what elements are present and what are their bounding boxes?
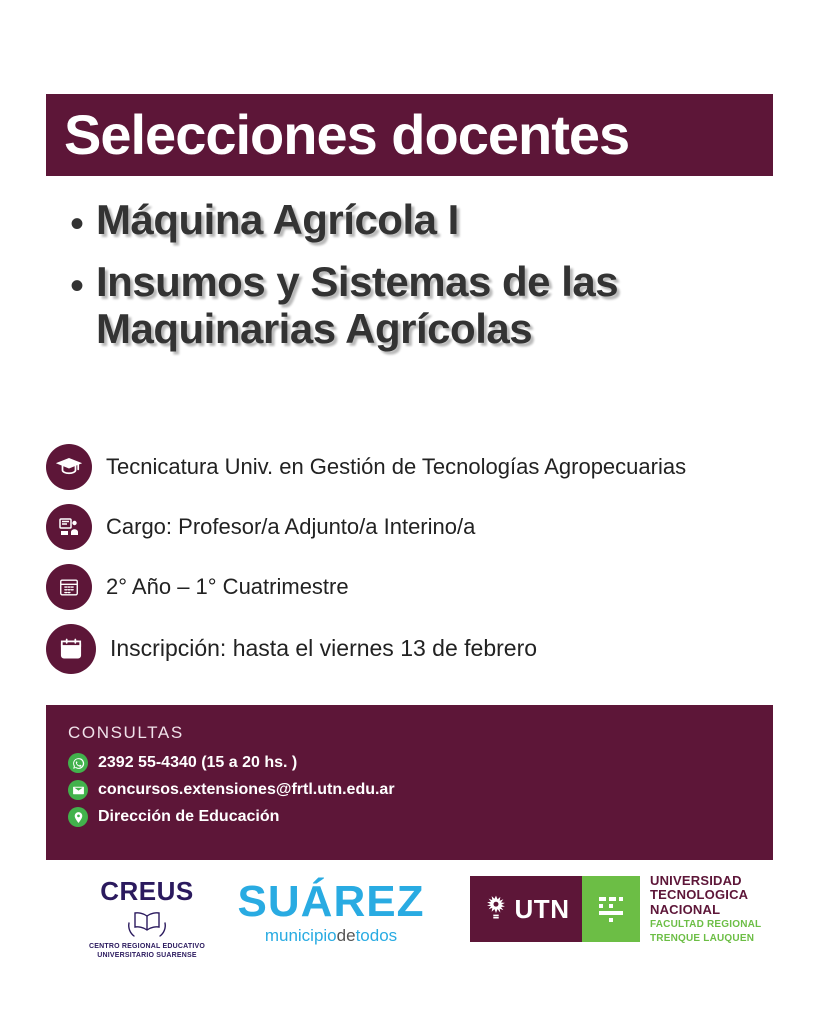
utn-acronym: UTN — [514, 893, 570, 924]
list-item — [58, 258, 778, 352]
detail-label: Tecnicatura Univ. en Gestión de Tecnologías Agropecuarias — [106, 453, 687, 479]
footer-logos — [46, 872, 773, 962]
utn-sun-icon — [483, 894, 509, 925]
bullet-icon: • — [69, 264, 84, 308]
suarez-tagline-part3: todos — [355, 926, 398, 945]
calendar-grid-icon — [46, 564, 92, 610]
utn-acronym-block — [470, 876, 582, 942]
suarez-tagline — [216, 926, 446, 946]
mail-icon — [68, 780, 88, 800]
utn-name-block — [640, 872, 770, 944]
title-banner — [46, 94, 773, 176]
contact-email-row[interactable] — [68, 780, 773, 800]
creus-subtitle-line1: CENTRO REGIONAL EDUCATIVO — [89, 943, 205, 950]
utn-line4: FACULTAD REGIONAL — [650, 919, 762, 931]
utn-line5: TRENQUE LAUQUEN — [650, 932, 755, 944]
contact-email: concursos.extensiones@frtl.utn.edu.ar — [98, 781, 395, 798]
list-item — [58, 196, 778, 252]
contact-office-row — [68, 807, 773, 827]
calendar-icon — [46, 624, 96, 674]
detail-row-deadline — [46, 624, 786, 674]
contact-panel — [46, 705, 773, 860]
detail-label: Cargo: Profesor/a Adjunto/a Interino/a — [106, 513, 476, 539]
detail-list — [46, 444, 786, 688]
book-laurel-icon — [120, 906, 174, 942]
course-label: Insumos y Sistemas de las Maquinarias Agrícolas — [96, 258, 619, 353]
creus-subtitle-line2: UNIVERSITARIO SUARENSE — [97, 951, 197, 959]
whatsapp-icon — [68, 753, 88, 773]
contact-phone-row[interactable] — [68, 753, 773, 773]
utn-line2: TECNOLOGICA — [650, 887, 749, 903]
teacher-board-icon — [46, 504, 92, 550]
course-label: Máquina Agrícola I — [96, 196, 459, 243]
location-pin-icon — [68, 807, 88, 827]
contact-phone: 2392 55-4340 (15 a 20 hs. ) — [98, 754, 298, 771]
detail-row-position — [46, 504, 786, 550]
creus-name: CREUS — [100, 876, 194, 906]
contact-office: Dirección de Educación — [98, 808, 280, 825]
bullet-icon: • — [69, 202, 84, 246]
utn-line1: UNIVERSIDAD — [650, 872, 742, 888]
contact-heading: CONSULTAS — [68, 723, 184, 742]
suarez-tagline-part1: municipio — [264, 926, 337, 945]
detail-label: 2° Año – 1° Cuatrimestre — [106, 573, 349, 599]
suarez-tagline-part2: de — [336, 926, 356, 945]
utn-logo — [470, 872, 770, 944]
detail-row-term — [46, 564, 786, 610]
detail-label: Inscripción: hasta el viernes 13 de febrero — [110, 635, 538, 662]
utn-frtl-mark — [582, 876, 640, 942]
page-title: Selecciones docentes — [64, 103, 630, 166]
graduation-cap-icon — [46, 444, 92, 490]
detail-row-career — [46, 444, 786, 490]
course-list — [58, 196, 778, 358]
creus-logo — [72, 878, 222, 961]
suarez-logo — [216, 877, 446, 946]
utn-line3: NACIONAL — [650, 901, 721, 917]
suarez-name: SUÁREZ — [237, 877, 425, 926]
